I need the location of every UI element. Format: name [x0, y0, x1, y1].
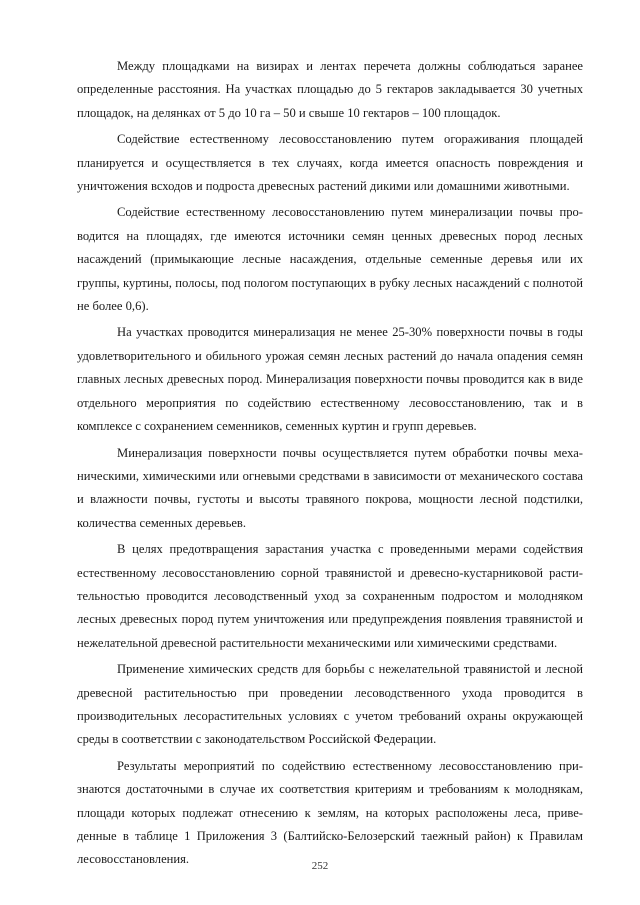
page-number: 252 [311, 860, 329, 872]
document-body [77, 55, 583, 875]
paragraph-plot-spacing: Между площадками на визирах и лентах перечета должны соблюдаться заранее определенные расстояния. На участках площадью до 5 гектаров закладывается 30 учетных площадок, на делянках от 5 до 10 га – 50 и свыше 10 гектаров – 100 площадок. [77, 59, 583, 120]
paragraph-results: Результаты мероприятий по содействию естественному лесовосстановлению признаются достаточными в случае их соответствия критериям и требованиям к молоднякам, площади которых подлежат отнесению к землям, на которых расположены леса, приведенные в таблице 1 Приложения 3 (Балтийско-Белозерский таежный район) к Правилам лесовосстановления. [77, 758, 583, 867]
paragraph-fencing: Содействие естественному лесовосстановлению путем огораживания площадей планируется и осуществляется в тех случаях, когда имеется опасность повреждения и уничтожения всходов и подроста древесных растений дикими или домашними животными. [77, 132, 583, 194]
paragraph-mineralization-areas: Содействие естественному лесовосстановлению путем минерализации почвы проводится на площадях, где имеются источники семян ценных древесных пород лесных насаждений (примыкающие лесные насаждения, отдельные семенные деревья или их группы, куртины, полосы, под пологом поступающих в рубку лесных насаждений с полнотой не более 0,6). [77, 205, 583, 314]
paragraph-chemical-use: Применение химических средств для борьбы с нежелательной травянистой и лесной древесной растительностью при проведении лесоводственного ухода проводится в производительных лесорастительных условиях с учетом требований охраны окружающей среды в соответствии с законодательством Российской Федерации. [77, 662, 583, 747]
paragraph-overgrowth-prevention: В целях предотвращения зарастания участка с проведенными мерами содействия естественному лесовосстановлению сорной травянистой и древесно-кустарниковой растительностью проводится лесоводственный уход за сохраненным подростом и молодняком лесных древесных пород путем уничтожения или предупреждения появления травянистой и нежелательной древесной растительности механическими или химическими средствами. [77, 542, 583, 650]
paragraph-mineralization-extent: На участках проводится минерализация не менее 25-30% поверхности почвы в годы удовлетворительного и обильного урожая семян лесных растений до начала опадения семян главных лесных древесных пород. Минерализация поверхности почвы проводится как в виде отдельного мероприятия по содействию естественному лесовосстановлению, так и в комплексе с сохранением семенников, семенных куртин и групп деревьев. [77, 325, 583, 434]
paragraph-mineralization-methods: Минерализация поверхности почвы осуществляется путем обработки почвы механическими, химическими или огневыми средствами в зависимости от механического состава и влажности почвы, густоты и высоты травяного покрова, мощности лесной подстилки, количества семенных деревьев. [77, 445, 583, 530]
